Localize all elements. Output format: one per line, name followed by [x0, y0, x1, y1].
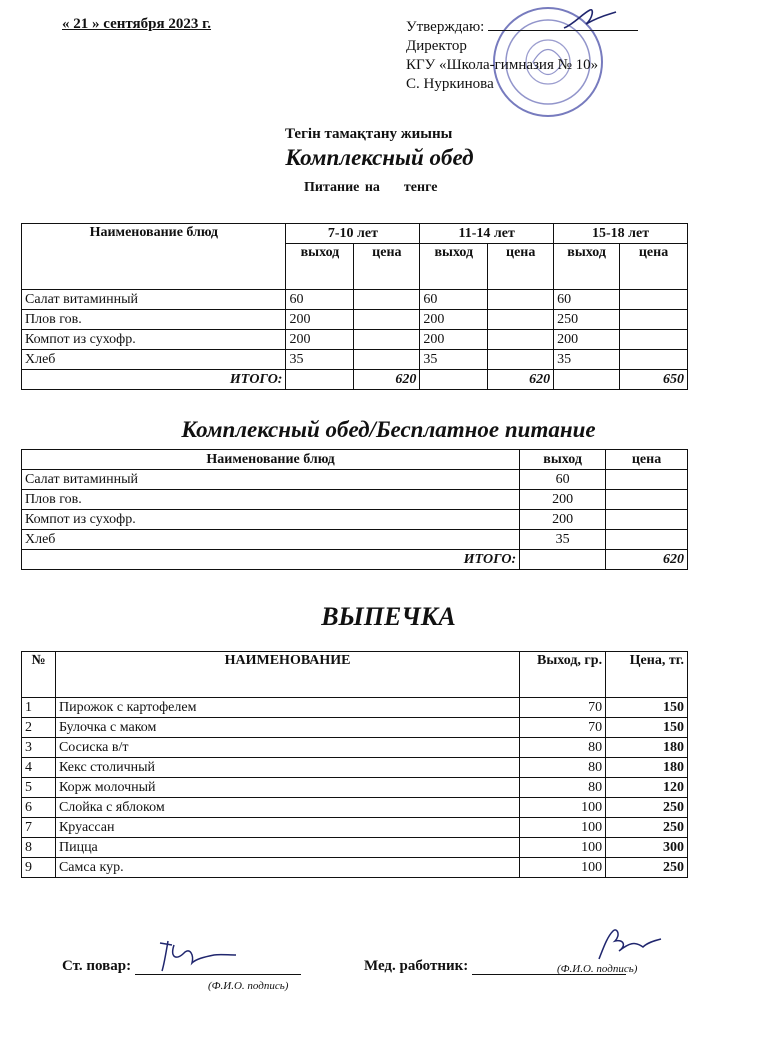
price-value: [620, 290, 688, 310]
col-out: Выход, гр.: [520, 652, 606, 698]
table-row: [22, 818, 688, 838]
out-value: 35: [420, 350, 488, 370]
col-dish-name: Наименование блюд: [22, 450, 520, 470]
total-row: [22, 370, 688, 390]
item-name: Пицца: [55, 838, 519, 858]
dish-name: Компот из сухофр.: [22, 330, 286, 350]
table-row: [22, 778, 688, 798]
col-out: выход: [520, 450, 606, 470]
col-dish-name: Наименование блюд: [22, 224, 286, 290]
dish-name: Компот из сухофр.: [22, 510, 520, 530]
item-name: Булочка с маком: [55, 718, 519, 738]
price-value: 120: [606, 778, 688, 798]
total-label: ИТОГО:: [22, 370, 286, 390]
price-value: 150: [606, 718, 688, 738]
row-number: 9: [22, 858, 56, 878]
complex-lunch-table: [21, 223, 688, 390]
sub-header-out: выход: [286, 244, 354, 290]
price-value: 250: [606, 858, 688, 878]
section3-title: ВЫПЕЧКА: [321, 602, 456, 631]
price-value: 250: [606, 798, 688, 818]
approve-label: Утверждаю:: [406, 19, 485, 35]
total-price: 620: [606, 550, 688, 570]
price-value: [620, 350, 688, 370]
price-value: [488, 290, 554, 310]
out-value: 35: [520, 530, 606, 550]
sub-header-out: выход: [420, 244, 488, 290]
item-name: Сосиска в/т: [55, 738, 519, 758]
empty-cell: [420, 370, 488, 390]
table-row: [22, 530, 688, 550]
dish-name: Хлеб: [22, 350, 286, 370]
item-name: Пирожок с картофелем: [55, 698, 519, 718]
empty-cell: [520, 550, 606, 570]
price-value: [620, 330, 688, 350]
kazakh-subtitle: Тегін тамақтану жиыны: [285, 126, 453, 142]
pitanie-suffix: тенге: [403, 180, 438, 195]
price-value: [488, 350, 554, 370]
free-meal-table: [21, 449, 688, 570]
row-number: 6: [22, 798, 56, 818]
item-name: Кекс столичный: [55, 758, 519, 778]
item-name: Корж молочный: [55, 778, 519, 798]
section2-title: Комплексный обед/Бесплатное питание: [181, 417, 596, 442]
row-number: 2: [22, 718, 56, 738]
table-row: [22, 330, 688, 350]
dish-name: Салат витаминный: [22, 290, 286, 310]
item-name: Самса кур.: [55, 858, 519, 878]
row-number: 8: [22, 838, 56, 858]
bakery-table: [21, 651, 688, 878]
row-number: 1: [22, 698, 56, 718]
out-value: 200: [420, 330, 488, 350]
price-value: 250: [606, 818, 688, 838]
table-row: [22, 798, 688, 818]
price-value: [354, 310, 420, 330]
price-value: [606, 490, 688, 510]
price-value: 180: [606, 758, 688, 778]
sub-header-price: цена: [620, 244, 688, 290]
out-value: 200: [520, 510, 606, 530]
out-value: 70: [520, 698, 606, 718]
group-header: 11-14 лет: [420, 224, 554, 244]
col-number: №: [22, 652, 56, 698]
dish-name: Плов гов.: [22, 310, 286, 330]
director-signature: [560, 4, 620, 34]
out-value: 35: [286, 350, 354, 370]
med-signature: [585, 925, 665, 965]
total-price: 620: [354, 370, 420, 390]
row-number: 3: [22, 738, 56, 758]
out-value: 70: [520, 718, 606, 738]
out-value: 100: [520, 798, 606, 818]
dish-name: Плов гов.: [22, 490, 520, 510]
out-value: 200: [420, 310, 488, 330]
pitanie-prefix: Питание на: [304, 180, 380, 195]
out-value: 60: [286, 290, 354, 310]
price-value: [606, 530, 688, 550]
table-row: [22, 698, 688, 718]
out-value: 35: [554, 350, 620, 370]
price-value: [488, 330, 554, 350]
total-label: ИТОГО:: [22, 550, 520, 570]
director-name: С. Нуркинова: [406, 76, 494, 92]
col-name: НАИМЕНОВАНИЕ: [55, 652, 519, 698]
pitanie-line: [304, 180, 437, 196]
table-row: [22, 350, 688, 370]
price-value: [354, 350, 420, 370]
director-title: Директор: [406, 38, 467, 54]
med-label: Мед. работник:: [364, 958, 469, 974]
item-name: Слойка с яблоком: [55, 798, 519, 818]
out-value: 100: [520, 858, 606, 878]
group-header: 7-10 лет: [286, 224, 420, 244]
table-row: [22, 838, 688, 858]
out-value: 60: [420, 290, 488, 310]
row-number: 4: [22, 758, 56, 778]
table-row: [22, 758, 688, 778]
out-value: 60: [554, 290, 620, 310]
total-row: [22, 550, 688, 570]
empty-cell: [554, 370, 620, 390]
price-value: [620, 310, 688, 330]
row-number: 5: [22, 778, 56, 798]
price-value: 300: [606, 838, 688, 858]
table-row: [22, 738, 688, 758]
sub-header-price: цена: [354, 244, 420, 290]
out-value: 250: [554, 310, 620, 330]
price-value: [606, 510, 688, 530]
cook-signature-note: (Ф.И.О. подпись): [208, 980, 289, 992]
empty-cell: [286, 370, 354, 390]
price-value: [488, 310, 554, 330]
out-value: 100: [520, 838, 606, 858]
out-value: 200: [554, 330, 620, 350]
out-value: 80: [520, 738, 606, 758]
table-row: [22, 310, 688, 330]
section1-title: Комплексный обед: [285, 145, 474, 170]
out-value: 100: [520, 818, 606, 838]
col-price: цена: [606, 450, 688, 470]
out-value: 60: [520, 470, 606, 490]
table-row: [22, 290, 688, 310]
sub-header-out: выход: [554, 244, 620, 290]
item-name: Круассан: [55, 818, 519, 838]
cook-label: Ст. повар:: [62, 958, 132, 974]
table-row: [22, 470, 688, 490]
row-number: 7: [22, 818, 56, 838]
out-value: 200: [520, 490, 606, 510]
out-value: 80: [520, 758, 606, 778]
document-date: « 21 » сентября 2023 г.: [62, 16, 212, 32]
price-value: 150: [606, 698, 688, 718]
price-value: [354, 290, 420, 310]
table-row: [22, 718, 688, 738]
group-header: 15-18 лет: [554, 224, 688, 244]
table-row: [22, 858, 688, 878]
price-value: [354, 330, 420, 350]
table-row: [22, 510, 688, 530]
out-value: 200: [286, 330, 354, 350]
total-price: 620: [488, 370, 554, 390]
sub-header-price: цена: [488, 244, 554, 290]
out-value: 80: [520, 778, 606, 798]
out-value: 200: [286, 310, 354, 330]
cook-signature: [150, 935, 240, 975]
price-value: 180: [606, 738, 688, 758]
dish-name: Хлеб: [22, 530, 520, 550]
organization-name: КГУ «Школа-гимназия № 10»: [406, 57, 599, 73]
table-row: [22, 490, 688, 510]
dish-name: Салат витаминный: [22, 470, 520, 490]
total-price: 650: [620, 370, 688, 390]
col-price: Цена, тг.: [606, 652, 688, 698]
med-signature-note: (Ф.И.О. подпись): [557, 963, 638, 975]
price-value: [606, 470, 688, 490]
